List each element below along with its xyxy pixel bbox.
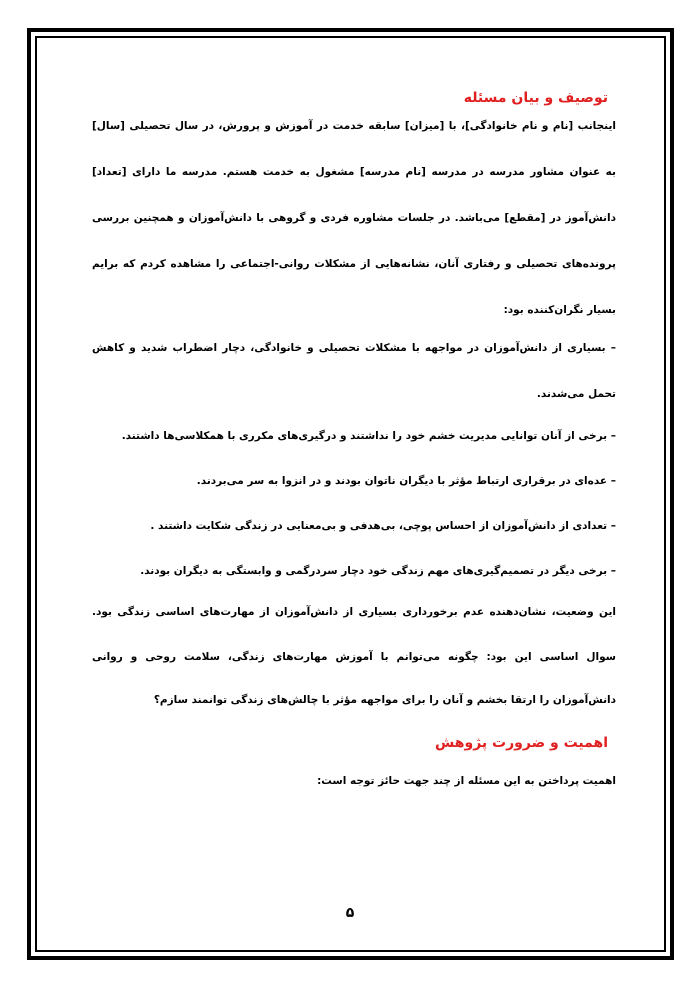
paragraph-line: این وضعیت، نشان‌دهنده عدم برخورداری بسیاری از دانش‌آموزان از مهارت‌های اساسی زندگی بود. bbox=[92, 606, 616, 618]
bullet-item: – عده‌ای در برقراری ارتباط مؤثر با دیگران ناتوان بودند و در انزوا به سر می‌بردند. bbox=[196, 475, 616, 487]
page-number: ۵ bbox=[345, 905, 355, 921]
paragraph-line: دانش‌آموزان را ارتقا بخشم و آنان را برای مواجهه مؤثر با چالش‌های زندگی توانمند سازم؟ bbox=[153, 694, 616, 706]
bullet-item-continuation: تحمل می‌شدند. bbox=[536, 388, 616, 400]
bullet-item: – برخی از آنان توانایی مدیریت خشم خود را نداشتند و درگیری‌های مکرری با همکلاسی‌ها داشتند. bbox=[121, 430, 616, 442]
paragraph-line: پرونده‌های تحصیلی و رفتاری آنان، نشانه‌هایی از مشکلات روانی-اجتماعی را مشاهده کردم که برایم bbox=[92, 258, 616, 270]
bullet-item: – تعدادی از دانش‌آموزان از احساس پوچی، بی‌هدفی و بی‌معنایی در زندگی شکایت داشتند . bbox=[150, 520, 616, 532]
section-heading-importance: اهمیت و ضرورت پژوهش bbox=[435, 735, 608, 751]
paragraph-line: اینجانب [نام و نام خانوادگی]، با [میزان] سابقه خدمت در آموزش و پرورش، در سال تحصیلی [سال] bbox=[92, 120, 616, 132]
paragraph-line: دانش‌آموز در [مقطع] می‌باشد. در جلسات مشاوره فردی و گروهی با دانش‌آموزان و همچنین بررسی bbox=[92, 212, 616, 224]
section-heading-problem-statement: توصیف و بیان مسئله bbox=[463, 90, 608, 106]
bullet-item: – بسیاری از دانش‌آموزان در مواجهه با مشکلات تحصیلی و خانوادگی، دچار اضطراب شدید و کاهش bbox=[92, 342, 616, 354]
bullet-item: – برخی دیگر در تصمیم‌گیری‌های مهم زندگی خود دچار سردرگمی و وابستگی به دیگران بودند. bbox=[140, 565, 616, 577]
paragraph-line: سوال اساسی این بود: چگونه می‌توانم با آموزش مهارت‌های زندگی، سلامت روحی و روانی bbox=[92, 651, 616, 663]
paragraph-line: بسیار نگران‌کننده بود: bbox=[503, 304, 616, 316]
paragraph-line: اهمیت پرداختن به این مسئله از چند جهت حائز توجه است: bbox=[317, 775, 616, 787]
paragraph-line: به عنوان مشاور مدرسه در مدرسه [نام مدرسه] مشغول به خدمت هستم. مدرسه ما دارای [تعداد] bbox=[92, 166, 616, 178]
